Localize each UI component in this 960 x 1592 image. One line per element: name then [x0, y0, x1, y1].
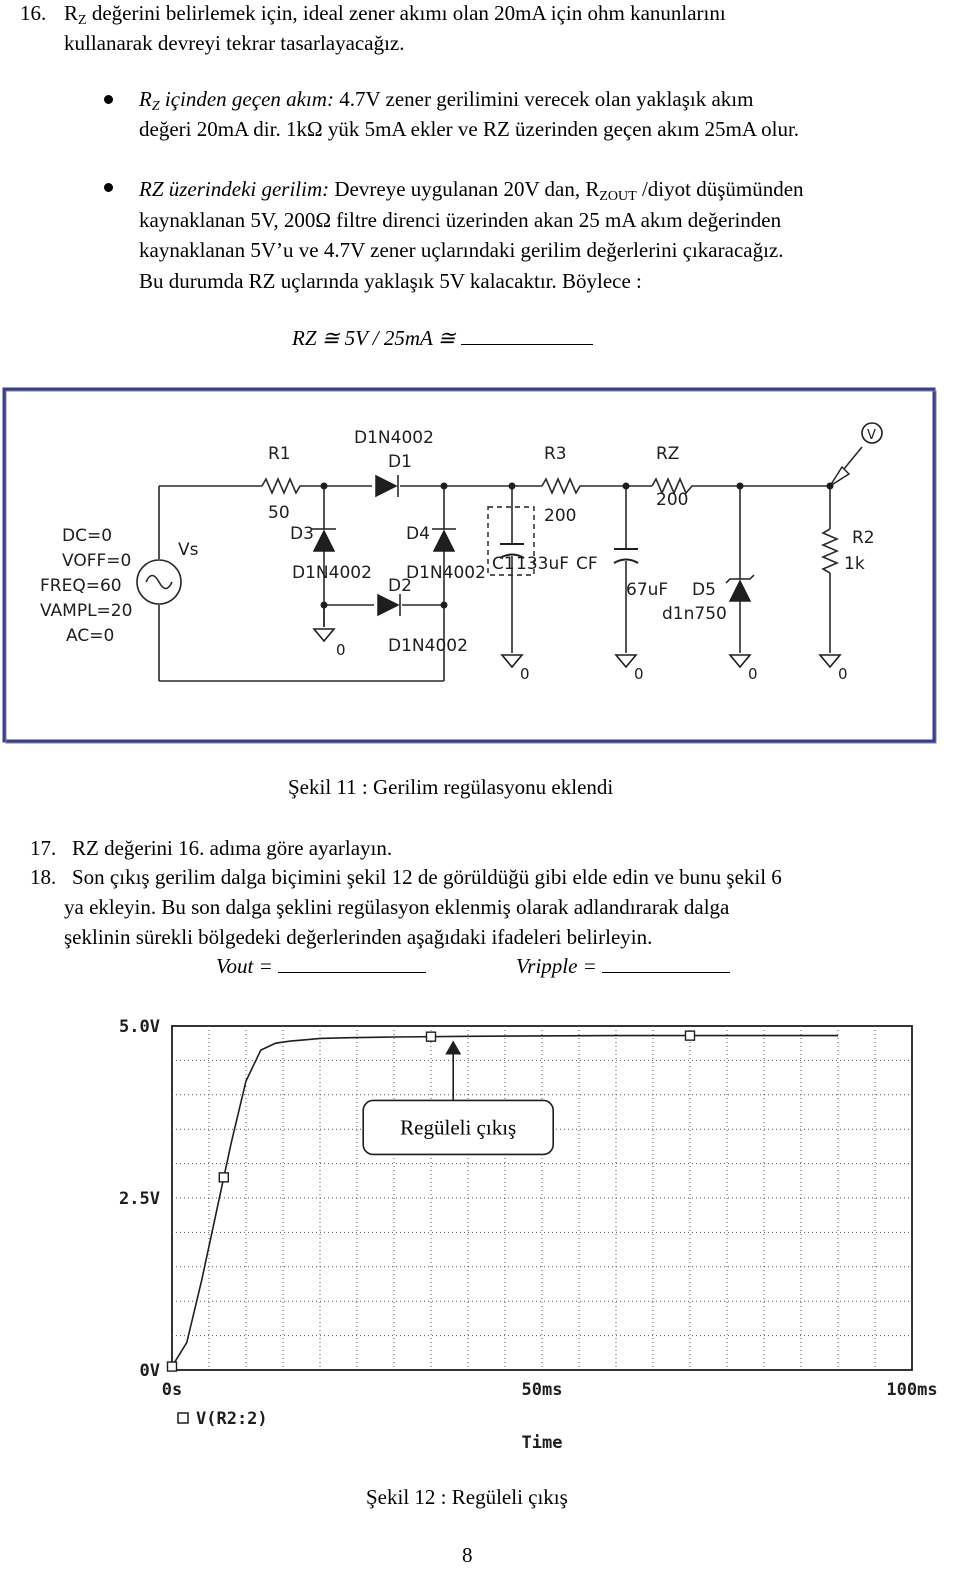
param-dc: DC=0 [62, 526, 113, 546]
param-vampl: VAMPL=20 [40, 601, 133, 621]
d5-label: D5 [692, 580, 716, 600]
page-number: 8 [462, 1543, 473, 1567]
figure11-caption: Şekil 11 : Gerilim regülasyonu eklendi [288, 775, 614, 799]
rz-formula: RZ ≅ 5V / 25mA ≅ [292, 325, 593, 352]
r3-label: R3 [544, 444, 567, 464]
legend-label: V(R2:2) [196, 1409, 268, 1429]
y-tick-label: 2.5V [119, 1189, 160, 1209]
step16-line1: $R_Z$ değerini belirlemek için, ideal zener akımı olan 20mA için ohm kanunlarını [64, 1, 726, 28]
d4-label: D4 [406, 524, 430, 544]
step18-line2: ya ekleyin. Bu son dalga şeklini regülasyon eklenmiş olarak adlandırarak dalga [64, 895, 730, 919]
vripple-blank[interactable] [602, 972, 730, 973]
vout-field: Vout = [216, 953, 426, 980]
bullet1-line2: değeri 20mA dir. 1kΩ yük 5mA ekler ve RZ üzerinden geçen akım 25mA olur. [139, 117, 800, 141]
plot-grid [172, 1026, 912, 1370]
ground-label: 0 [336, 641, 346, 659]
step18-line1: Son çıkış gerilim dalga biçimini şekil 12 de görüldüğü gibi elde edin ve bunu şekil 6 [72, 865, 782, 889]
data-point-marker [168, 1362, 177, 1371]
data-point-marker [427, 1032, 436, 1041]
param-voff: VOFF=0 [62, 551, 132, 571]
rz-value: 200 [656, 490, 689, 510]
step16-line2: kullanarak devreyi tekrar tasarlayacağız. [64, 31, 405, 55]
bullet1-line1: $R_Z$ içinden geçen akım: 4.7V zener gerilimini verecek olan yaklaşık akım [139, 87, 754, 114]
figure12-caption: Şekil 12 : Regüleli çıkış [366, 1485, 568, 1509]
data-point-marker [219, 1173, 228, 1182]
ground-label: 0 [520, 665, 530, 683]
bullet-dot [104, 183, 113, 192]
d4-model: D1N4002 [406, 563, 486, 583]
d1-label: D1 [388, 452, 412, 472]
answer-blank[interactable] [461, 344, 593, 345]
x-tick-label: 50ms [521, 1380, 563, 1400]
bullet2-line1: RZ üzerindeki gerilim: Devreye uygulanan 20V dan, $R_{ZOUT}$ /diyot düşümünden [139, 177, 804, 204]
vripple-field: Vripple = [516, 953, 730, 980]
vs-label: Vs [178, 540, 199, 560]
cf-label: CF [576, 554, 598, 574]
r1-label: R1 [268, 444, 291, 464]
step17-text: RZ değerini 16. adıma göre ayarlayın. [72, 836, 393, 860]
vout-blank[interactable] [278, 972, 426, 973]
step16-number: 16. [20, 1, 47, 25]
annotation-arrowhead [445, 1040, 461, 1054]
annotation-label: Regüleli çıkış [400, 1115, 517, 1140]
bullet2-line3: kaynaklanan 5V’u ve 4.7V zener uçlarındaki gerilim değerlerini çıkaracağız. [139, 238, 784, 262]
rz-label: RZ [656, 444, 680, 464]
x-axis-label: Time [521, 1433, 563, 1453]
circuit-schematic [4, 389, 934, 741]
r1-value: 50 [268, 503, 290, 523]
d2-label: D2 [388, 576, 412, 596]
c1-label: C1 [492, 554, 515, 574]
legend-marker [178, 1413, 188, 1423]
d5-model: d1n750 [662, 604, 727, 624]
step18-line3: şeklinin sürekli bölgedeki değerlerinden aşağıdaki ifadeleri belirleyin. [64, 925, 653, 949]
c2-value: 67uF [626, 580, 669, 600]
waveform-plot [100, 1008, 938, 1460]
d2-model: D1N4002 [388, 636, 468, 656]
param-ac: AC=0 [66, 626, 115, 646]
step17-number: 17. [30, 836, 57, 860]
r2-label: R2 [852, 528, 875, 548]
y-tick-label: 5.0V [119, 1017, 160, 1037]
x-tick-label: 100ms [886, 1380, 938, 1400]
d3-label: D3 [290, 524, 314, 544]
ground-label: 0 [748, 665, 758, 683]
bullet2-line2: kaynaklanan 5V, 200Ω filtre direnci üzerinden akan 25 mA akım değerinden [139, 208, 782, 232]
r3-value: 200 [544, 506, 577, 526]
probe-label: V [867, 428, 876, 443]
step18-number: 18. [30, 865, 57, 889]
c1-value: 133uF [516, 554, 570, 574]
bullet2-line4: Bu durumda RZ uçlarında yaklaşık 5V kalacaktır. Böylece : [139, 269, 642, 293]
series-line [172, 1036, 838, 1367]
d3-model: D1N4002 [292, 563, 372, 583]
y-tick-label: 0V [139, 1361, 160, 1381]
bullet-dot [104, 95, 113, 104]
ground-label: 0 [838, 665, 848, 683]
r2-value: 1k [844, 554, 865, 574]
data-point-marker [686, 1031, 695, 1040]
d1-model: D1N4002 [354, 428, 434, 448]
x-tick-label: 0s [161, 1380, 183, 1400]
ground-label: 0 [634, 665, 644, 683]
param-freq: FREQ=60 [40, 576, 122, 596]
